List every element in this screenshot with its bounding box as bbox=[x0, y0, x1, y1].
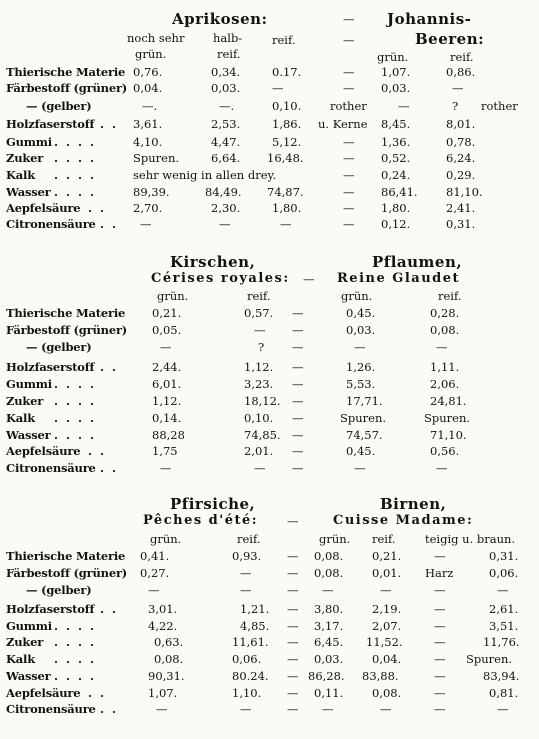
section-1-title: — bbox=[303, 272, 315, 286]
section-1-title: Kirschen, bbox=[170, 253, 256, 271]
table-cell: 0,27. bbox=[140, 566, 170, 580]
table-cell: rother bbox=[330, 99, 367, 113]
row-label: Aepfelsäure bbox=[6, 201, 81, 215]
table-cell: 88,28 bbox=[152, 428, 185, 442]
table-cell: 0,06. bbox=[232, 652, 262, 666]
table-cell: — bbox=[287, 702, 299, 716]
table-cell: 1,12. bbox=[244, 360, 274, 374]
table-cell: 0,06. bbox=[489, 566, 519, 580]
table-cell: 0.17. bbox=[272, 65, 302, 79]
section-0-title: Johannis- bbox=[387, 10, 472, 28]
table-cell: — bbox=[287, 583, 299, 597]
table-cell: 89,39. bbox=[133, 185, 170, 199]
table-cell: — bbox=[287, 669, 299, 683]
table-cell: 0,21. bbox=[152, 306, 182, 320]
table-cell: rother bbox=[481, 99, 518, 113]
table-cell: 4,47. bbox=[211, 135, 241, 149]
row-label: Gummi bbox=[6, 135, 52, 149]
table-cell: 0,24. bbox=[381, 168, 411, 182]
table-cell: — bbox=[292, 323, 304, 337]
table-cell: 0,76. bbox=[133, 65, 163, 79]
column-header: grün. bbox=[150, 532, 182, 546]
table-cell: 1,10. bbox=[232, 686, 262, 700]
table-cell: — bbox=[156, 702, 168, 716]
section-1-title: Pflaumen, bbox=[372, 253, 463, 271]
table-cell: — bbox=[434, 602, 446, 616]
table-cell: 84,49. bbox=[205, 185, 242, 199]
column-header: grün. bbox=[135, 47, 167, 61]
table-cell: 8,45. bbox=[381, 117, 411, 131]
column-header: reif. bbox=[217, 47, 241, 61]
table-cell: — bbox=[254, 323, 266, 337]
row-leader-dots: . . bbox=[88, 444, 107, 458]
table-cell: — bbox=[343, 135, 355, 149]
row-label: Zuker bbox=[6, 151, 44, 165]
table-cell: — bbox=[343, 81, 355, 95]
table-cell: 0,03. bbox=[211, 81, 241, 95]
table-cell: 2,19. bbox=[372, 602, 402, 616]
row-label: Citronensäure bbox=[6, 461, 96, 475]
table-cell: 1,80. bbox=[272, 201, 302, 215]
row-leader-dots: . . bbox=[100, 117, 119, 131]
column-header: grün. bbox=[341, 289, 373, 303]
table-cell: 74,87. bbox=[267, 185, 304, 199]
row-leader-dots: . . . . bbox=[54, 151, 97, 165]
table-cell: 0,81. bbox=[489, 686, 519, 700]
column-header: noch sehr bbox=[127, 31, 185, 45]
table-cell: — bbox=[287, 652, 299, 666]
row-leader-dots: . . . . bbox=[54, 669, 97, 683]
row-label: — (gelber) bbox=[26, 99, 92, 113]
table-cell: — bbox=[292, 444, 304, 458]
table-cell: ? bbox=[258, 340, 265, 354]
table-cell: 1,11. bbox=[430, 360, 460, 374]
table-cell: 1,80. bbox=[381, 201, 411, 215]
table-cell: 0,45. bbox=[346, 306, 376, 320]
table-cell: 1,36. bbox=[381, 135, 411, 149]
table-cell: 0,31. bbox=[489, 549, 519, 563]
table-cell: — bbox=[160, 461, 172, 475]
table-cell: 5,53. bbox=[346, 377, 376, 391]
table-cell: —. bbox=[219, 99, 235, 113]
section-2-title: Cuisse Madame: bbox=[333, 513, 474, 528]
row-label: Färbestoff (grüner) bbox=[6, 81, 128, 95]
table-cell: 6,64. bbox=[211, 151, 241, 165]
table-cell: 80.24. bbox=[232, 669, 269, 683]
table-cell: 1,12. bbox=[152, 394, 182, 408]
table-cell: 3,61. bbox=[133, 117, 163, 131]
table-cell: 71,10. bbox=[430, 428, 467, 442]
row-leader-dots: . . bbox=[88, 201, 107, 215]
row-leader-dots: . . . . bbox=[54, 652, 97, 666]
table-cell: 0,08. bbox=[430, 323, 460, 337]
row-label: Holzfaserstoff bbox=[6, 602, 95, 616]
table-cell: Spuren. bbox=[466, 652, 513, 666]
table-cell: Spuren. bbox=[133, 151, 180, 165]
table-cell: 1,07. bbox=[148, 686, 178, 700]
table-cell: — bbox=[292, 428, 304, 442]
table-cell: — bbox=[160, 340, 172, 354]
table-cell: 0,41. bbox=[140, 549, 170, 563]
table-cell: 0,08. bbox=[314, 549, 344, 563]
table-cell: Spuren. bbox=[340, 411, 387, 425]
table-cell: 0,04. bbox=[372, 652, 402, 666]
table-cell: 0,08. bbox=[314, 566, 344, 580]
column-header: halb- bbox=[213, 31, 243, 45]
table-cell: 0,12. bbox=[381, 217, 411, 231]
table-cell: 1,86. bbox=[272, 117, 302, 131]
section-1-title: Cérises royales: bbox=[151, 271, 290, 286]
table-cell: — bbox=[287, 566, 299, 580]
row-label: Gummi bbox=[6, 377, 52, 391]
row-label: Citronensäure bbox=[6, 217, 96, 231]
row-label: Thierische Materie bbox=[6, 65, 126, 79]
table-cell: — bbox=[380, 583, 392, 597]
table-cell: 2,61. bbox=[489, 602, 519, 616]
table-cell: 0,10. bbox=[244, 411, 274, 425]
row-leader-dots: . . . . bbox=[54, 135, 97, 149]
table-cell: 0,14. bbox=[152, 411, 182, 425]
table-cell: — bbox=[292, 306, 304, 320]
table-cell: 3,80. bbox=[314, 602, 344, 616]
table-cell: 0,03. bbox=[346, 323, 376, 337]
table-cell: — bbox=[434, 549, 446, 563]
table-cell: — bbox=[436, 340, 448, 354]
table-cell: 17,71. bbox=[346, 394, 383, 408]
table-cell: — bbox=[292, 411, 304, 425]
table-cell: Spuren. bbox=[424, 411, 471, 425]
table-cell: — bbox=[272, 81, 284, 95]
table-cell: 2,06. bbox=[430, 377, 460, 391]
table-cell: 3,17. bbox=[314, 619, 344, 633]
table-cell: 1,26. bbox=[346, 360, 376, 374]
table-cell: — bbox=[497, 583, 509, 597]
table-cell: 2,01. bbox=[244, 444, 274, 458]
row-label: Wasser bbox=[6, 669, 51, 683]
row-leader-dots: . . . . bbox=[54, 168, 97, 182]
table-cell: — bbox=[292, 360, 304, 374]
table-cell: 74,85. bbox=[244, 428, 281, 442]
table-cell: — bbox=[287, 635, 299, 649]
table-cell: 6,45. bbox=[314, 635, 344, 649]
table-cell: 24,81. bbox=[430, 394, 467, 408]
table-cell: 0,31. bbox=[446, 217, 476, 231]
row-label: Färbestoff (grüner) bbox=[6, 323, 128, 337]
table-cell: 74,57. bbox=[346, 428, 383, 442]
table-cell: — bbox=[452, 81, 464, 95]
column-header: reif. bbox=[247, 289, 271, 303]
table-cell: 3,51. bbox=[489, 619, 519, 633]
row-label: — (gelber) bbox=[26, 340, 92, 354]
table-cell: 18,12. bbox=[244, 394, 281, 408]
table-cell: — bbox=[434, 652, 446, 666]
table-cell: — bbox=[434, 702, 446, 716]
row-leader-dots: . . . . bbox=[54, 619, 97, 633]
table-cell: 5,12. bbox=[272, 135, 302, 149]
row-leader-dots: . . . . bbox=[54, 377, 97, 391]
row-leader-dots: . . bbox=[100, 217, 119, 231]
table-cell: — bbox=[343, 185, 355, 199]
table-cell: 0,56. bbox=[430, 444, 460, 458]
row-leader-dots: . . . . bbox=[54, 185, 97, 199]
row-leader-dots: . . bbox=[100, 360, 119, 374]
table-cell: 2,30. bbox=[211, 201, 241, 215]
table-cell: 3,01. bbox=[148, 602, 178, 616]
column-header: reif. bbox=[438, 289, 462, 303]
table-cell: 1,21. bbox=[240, 602, 270, 616]
table-cell: 86,41. bbox=[381, 185, 418, 199]
table-cell: — bbox=[434, 619, 446, 633]
row-leader-dots: . . bbox=[100, 702, 119, 716]
section-2-title: Pêches d'été: bbox=[143, 513, 259, 528]
table-cell: 2,44. bbox=[152, 360, 182, 374]
section-0-title: — bbox=[343, 12, 355, 26]
table-cell: — bbox=[354, 340, 366, 354]
table-cell: 8,01. bbox=[446, 117, 476, 131]
row-leader-dots: . . bbox=[100, 602, 119, 616]
table-cell: 11,76. bbox=[483, 635, 520, 649]
table-cell: sehr wenig in allen drey. bbox=[133, 168, 277, 182]
row-leader-dots: . . bbox=[100, 461, 119, 475]
column-header: — bbox=[343, 33, 355, 47]
row-label: Kalk bbox=[6, 411, 35, 425]
table-cell: 0,57. bbox=[244, 306, 274, 320]
section-2-title: Birnen, bbox=[380, 495, 447, 513]
row-label: Thierische Materie bbox=[6, 549, 126, 563]
row-label: Wasser bbox=[6, 428, 51, 442]
table-cell: — bbox=[292, 461, 304, 475]
row-label: Gummi bbox=[6, 619, 52, 633]
row-leader-dots: . . . . bbox=[54, 635, 97, 649]
row-label: Kalk bbox=[6, 652, 35, 666]
table-cell: Harz bbox=[425, 566, 454, 580]
table-cell: ? bbox=[452, 99, 459, 113]
column-header: teigig u. braun. bbox=[425, 532, 516, 546]
table-cell: — bbox=[434, 669, 446, 683]
row-label: Holzfaserstoff bbox=[6, 117, 95, 131]
table-cell: 6,01. bbox=[152, 377, 182, 391]
table-cell: — bbox=[292, 377, 304, 391]
section-2-title: Pfirsiche, bbox=[170, 495, 256, 513]
table-cell: 86,28. bbox=[308, 669, 345, 683]
table-cell: — bbox=[380, 702, 392, 716]
table-cell: 0,28. bbox=[430, 306, 460, 320]
row-leader-dots: . . . . bbox=[54, 428, 97, 442]
table-cell: 0,93. bbox=[232, 549, 262, 563]
table-cell: 0,21. bbox=[372, 549, 402, 563]
table-cell: 0,04. bbox=[133, 81, 163, 95]
table-cell: — bbox=[254, 461, 266, 475]
table-cell: 16,48. bbox=[267, 151, 304, 165]
table-cell: — bbox=[292, 394, 304, 408]
table-cell: — bbox=[240, 702, 252, 716]
table-cell: 0,08. bbox=[154, 652, 184, 666]
row-label: Kalk bbox=[6, 168, 35, 182]
table-cell: — bbox=[497, 702, 509, 716]
column-header: reif. bbox=[272, 33, 296, 47]
table-cell: — bbox=[434, 635, 446, 649]
table-cell: — bbox=[398, 99, 410, 113]
row-label: Aepfelsäure bbox=[6, 444, 81, 458]
table-cell: 2,53. bbox=[211, 117, 241, 131]
table-cell: 0,03. bbox=[381, 81, 411, 95]
table-cell: — bbox=[240, 583, 252, 597]
table-cell: — bbox=[343, 168, 355, 182]
section-1-title: Reine Glaudet bbox=[337, 271, 461, 286]
table-cell: 0,08. bbox=[372, 686, 402, 700]
column-header: reif. bbox=[450, 50, 474, 64]
table-cell: 0,63. bbox=[154, 635, 184, 649]
section-0-title: Beeren: bbox=[415, 30, 485, 48]
table-cell: 11,52. bbox=[366, 635, 403, 649]
column-header: grün. bbox=[157, 289, 189, 303]
row-label: Aepfelsäure bbox=[6, 686, 81, 700]
row-label: Citronensäure bbox=[6, 702, 96, 716]
table-cell: — bbox=[322, 583, 334, 597]
table-cell: — bbox=[280, 217, 292, 231]
table-cell: — bbox=[343, 217, 355, 231]
table-cell: — bbox=[343, 65, 355, 79]
table-cell: 0,86. bbox=[446, 65, 476, 79]
row-label: — (gelber) bbox=[26, 583, 92, 597]
table-cell: 0,11. bbox=[314, 686, 344, 700]
table-cell: — bbox=[292, 340, 304, 354]
table-cell: 1,75 bbox=[152, 444, 178, 458]
table-cell: — bbox=[343, 201, 355, 215]
column-header: reif. bbox=[372, 532, 396, 546]
table-cell: 0,03. bbox=[314, 652, 344, 666]
table-cell: — bbox=[219, 217, 231, 231]
table-cell: 81,10. bbox=[446, 185, 483, 199]
row-leader-dots: . . . . bbox=[54, 411, 97, 425]
table-cell: 83,94. bbox=[483, 669, 520, 683]
table-cell: — bbox=[434, 686, 446, 700]
table-cell: 0,29. bbox=[446, 168, 476, 182]
table-cell: — bbox=[287, 549, 299, 563]
table-cell: 0,10. bbox=[272, 99, 302, 113]
table-cell: 83,88. bbox=[362, 669, 399, 683]
table-cell: 90,31. bbox=[148, 669, 185, 683]
row-label: Thierische Materie bbox=[6, 306, 126, 320]
row-leader-dots: . . . . bbox=[54, 394, 97, 408]
column-header: grün. bbox=[319, 532, 351, 546]
table-cell: 4,85. bbox=[240, 619, 270, 633]
table-cell: — bbox=[287, 686, 299, 700]
table-cell: 0,78. bbox=[446, 135, 476, 149]
table-cell: — bbox=[354, 461, 366, 475]
table-cell: 1,07. bbox=[381, 65, 411, 79]
table-cell: — bbox=[436, 461, 448, 475]
table-cell: 4,22. bbox=[148, 619, 178, 633]
table-cell: 3,23. bbox=[244, 377, 274, 391]
row-label: Holzfaserstoff bbox=[6, 360, 95, 374]
section-2-title: — bbox=[287, 514, 299, 528]
table-cell: 0,45. bbox=[346, 444, 376, 458]
column-header: grün. bbox=[377, 50, 409, 64]
table-cell: 4,10. bbox=[133, 135, 163, 149]
table-cell: 2,07. bbox=[372, 619, 402, 633]
row-label: Zuker bbox=[6, 394, 44, 408]
table-cell: u. Kerne bbox=[318, 117, 368, 131]
table-cell: — bbox=[322, 702, 334, 716]
column-header: reif. bbox=[237, 532, 261, 546]
table-cell: 0,05. bbox=[152, 323, 182, 337]
row-leader-dots: . . bbox=[88, 686, 107, 700]
table-cell: 0,52. bbox=[381, 151, 411, 165]
table-cell: —. bbox=[142, 99, 158, 113]
table-cell: — bbox=[343, 151, 355, 165]
table-cell: 11,61. bbox=[232, 635, 269, 649]
table-cell: 0,01. bbox=[372, 566, 402, 580]
table-cell: — bbox=[240, 566, 252, 580]
table-cell: 0,34. bbox=[211, 65, 241, 79]
table-cell: 6,24. bbox=[446, 151, 476, 165]
table-cell: — bbox=[140, 217, 152, 231]
row-label: Wasser bbox=[6, 185, 51, 199]
table-cell: — bbox=[287, 602, 299, 616]
row-label: Zuker bbox=[6, 635, 44, 649]
row-label: Färbestoff (grüner) bbox=[6, 566, 128, 580]
table-cell: 2,41. bbox=[446, 201, 476, 215]
table-cell: — bbox=[434, 583, 446, 597]
table-cell: — bbox=[148, 583, 160, 597]
section-0-title: Aprikosen: bbox=[172, 10, 268, 28]
table-cell: — bbox=[287, 619, 299, 633]
table-cell: 2,70. bbox=[133, 201, 163, 215]
